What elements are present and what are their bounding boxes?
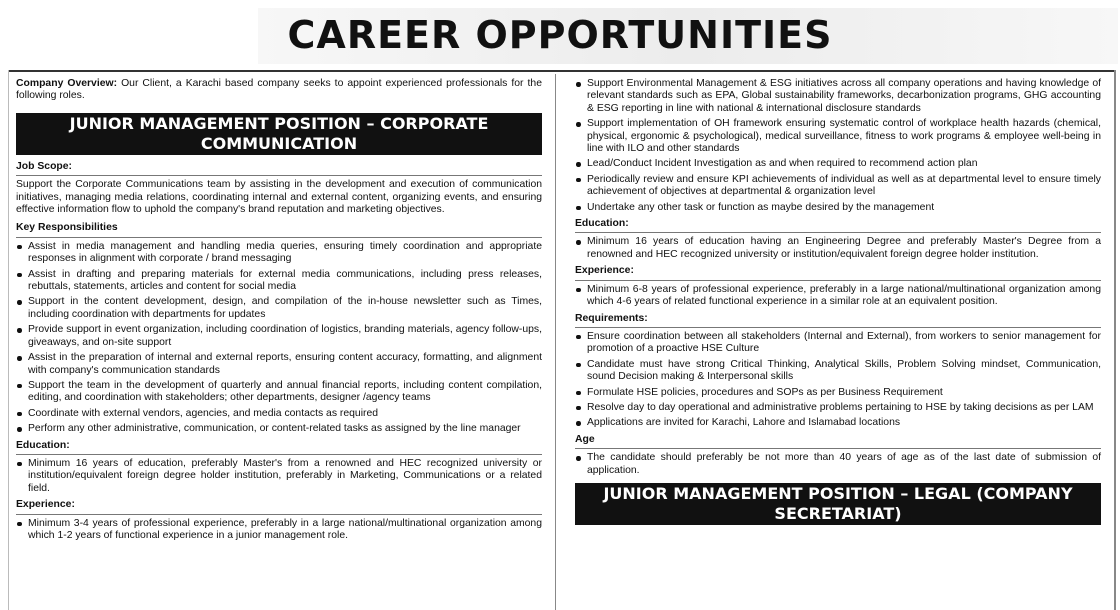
list-item: The candidate should preferably be not more than 40 years of age as of the last date of submission of application. [575, 452, 1101, 477]
list-item: Assist in drafting and preparing materials for external media communications, including press releases, rebuttals, statements, articles and content for social media [16, 269, 542, 294]
right-column [575, 78, 1101, 525]
company-overview-label: Company Overview: [16, 78, 118, 89]
job-scope-heading: Job Scope: [16, 160, 73, 172]
education-list-left [16, 458, 542, 495]
list-item: Perform any other administrative, communication, or content-related tasks as assigned by the line manager [16, 423, 542, 435]
frame-top-border [8, 70, 1116, 72]
list-item: Support Environmental Management & ESG initiatives across all company operations and having knowledge of relevant standards such as EPA, Global sustainability frameworks, decarbonization programs, GHG accounting & ESG reporting in line with national & international disclosure standards [575, 78, 1101, 115]
list-item: Minimum 16 years of education, preferably Master's from a renowned and HEC recognized university or institution/equivalent foreign degree holder institution, preferably in Marketing, Communications or a related field. [16, 458, 542, 495]
hse-responsibilities-list [575, 78, 1101, 214]
section-rule [575, 327, 1101, 328]
company-overview [16, 78, 542, 103]
list-item: Applications are invited for Karachi, Lahore and Islamabad locations [575, 417, 1101, 429]
list-item: Lead/Conduct Incident Investigation as and when required to recommend action plan [575, 158, 1101, 170]
section-rule [16, 175, 542, 176]
requirements-heading: Requirements: [575, 312, 648, 324]
list-item: Assist in media management and handling media queries, ensuring timely coordination and appropriate responses in alignment with corporate / brand messaging [16, 241, 542, 266]
age-list [575, 452, 1101, 477]
experience-list-left [16, 518, 542, 543]
list-item: Support implementation of OH framework ensuring systematic control of workplace health hazards (chemical, physical, ergonomic & psychological), medical surveillance, fitness to work programs & employee well-being in line with ILO and other standards [575, 118, 1101, 155]
education-heading-left: Education: [16, 439, 70, 451]
column-divider [555, 74, 556, 610]
section-rule [575, 448, 1101, 449]
list-item: Resolve day to day operational and administrative problems pertaining to HSE by taking decisions as per LAM [575, 402, 1101, 414]
list-item: Periodically review and ensure KPI achievements of individual as well as at departmental level to ensure timely achievement of objectives at departmental & organization level [575, 174, 1101, 199]
education-list-right [575, 236, 1101, 261]
list-item: Undertake any other task or function as maybe desired by the management [575, 202, 1101, 214]
list-item: Assist in the preparation of internal and external reports, ensuring content accuracy, formatting, and alignment with company's communication standards [16, 352, 542, 377]
list-item: Support the team in the development of quarterly and annual financial reports, including content compilation, editing, and coordination with stakeholders; other departments, designer /agency teams [16, 380, 542, 405]
key-responsibilities-heading: Key Responsibilities [16, 222, 118, 234]
list-item: Minimum 16 years of education having an Engineering Degree and preferably Master's Degree from a renowned and HEC recognized university or institution/equivalent foreign degree holder institution. [575, 236, 1101, 261]
frame-left-border [8, 70, 9, 610]
section-rule [16, 237, 542, 238]
requirements-list [575, 331, 1101, 430]
section-rule [16, 514, 542, 515]
job-scope-text: Support the Corporate Communications team by assisting in the development and execution of communication initiatives, managing media relations, coordinating internal and external content, organizing events, and ensuring effective information flow to uphold the company's brand reputation and marketing objectives. [16, 179, 542, 216]
frame-right-border [1114, 70, 1116, 610]
list-item: Formulate HSE policies, procedures and SOPs as per Business Requirement [575, 387, 1101, 399]
experience-list-right [575, 284, 1101, 309]
list-item: Minimum 6-8 years of professional experience, preferably in a large national/multinational organization among which 4-6 years of related functional experience in a similar role at an equivalent position. [575, 284, 1101, 309]
list-item: Support in the content development, design, and compilation of the in-house newsletter such as Times, including coordination with departments for updates [16, 296, 542, 321]
left-column [16, 78, 542, 545]
age-heading: Age [575, 433, 595, 445]
list-item: Candidate must have strong Critical Thinking, Analytical Skills, Problem Solving mindset, Communication, sound Decision making & Interpersonal skills [575, 359, 1101, 384]
experience-heading-right: Experience: [575, 265, 634, 277]
list-item: Provide support in event organization, including coordination of logistics, branding materials, agency follow-ups, giveaways, and on-site support [16, 324, 542, 349]
company-overview-text: Our Client, a Karachi based company seeks to appoint experienced professionals for the following roles. [16, 78, 542, 102]
experience-heading-left: Experience: [16, 499, 75, 511]
section-rule [575, 280, 1101, 281]
page-title: CAREER OPPORTUNITIES [287, 13, 833, 57]
section-rule [16, 454, 542, 455]
key-responsibilities-list [16, 241, 542, 436]
section-rule [575, 232, 1101, 233]
position-banner-corporate-communication: JUNIOR MANAGEMENT POSITION – CORPORATE COMMUNICATION [16, 113, 542, 155]
education-heading-right: Education: [575, 218, 629, 230]
list-item: Coordinate with external vendors, agencies, and media contacts as required [16, 408, 542, 420]
list-item: Minimum 3-4 years of professional experience, preferably in a large national/multinational organization among which 1-2 years of functional experience in a junior management role. [16, 518, 542, 543]
position-banner-legal: JUNIOR MANAGEMENT POSITION – LEGAL (COMPANY SECRETARIAT) [575, 483, 1101, 525]
list-item: Ensure coordination between all stakeholders (Internal and External), from workers to senior management for promotion of a proactive HSE Culture [575, 331, 1101, 356]
